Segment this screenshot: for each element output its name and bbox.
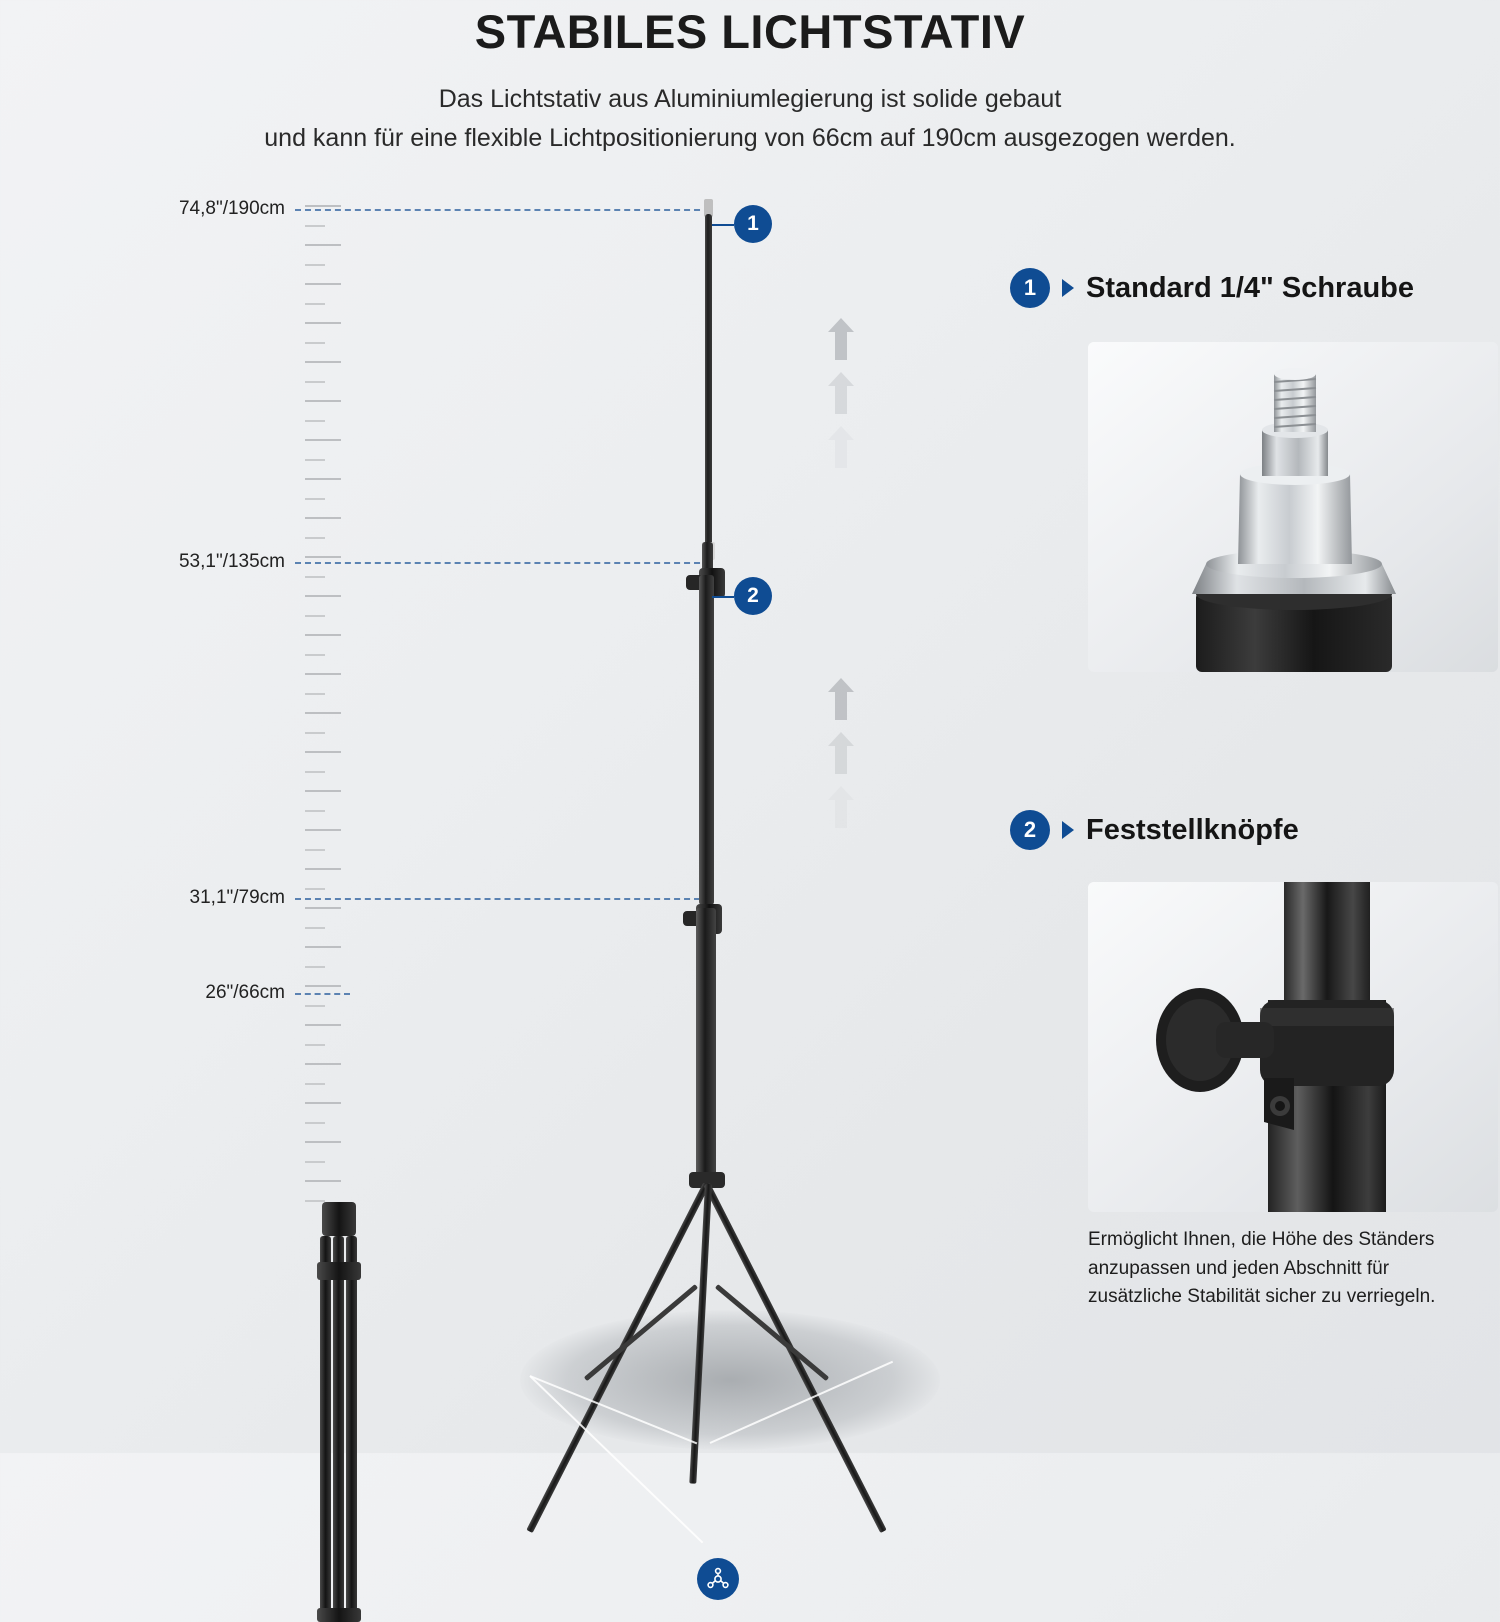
ruler-tick — [305, 712, 341, 714]
callout-leader-2 — [712, 596, 734, 598]
measure-line-66 — [295, 993, 350, 995]
ruler-tick — [305, 790, 341, 792]
ruler-tick — [305, 576, 325, 578]
folded-bar-2 — [333, 1236, 344, 1622]
feature-1-header — [1010, 268, 1414, 308]
ruler-tick — [305, 205, 341, 207]
folded-head — [322, 1202, 356, 1236]
ruler-tick — [305, 1161, 325, 1163]
page-subtitle — [0, 80, 1500, 158]
measure-line-79 — [295, 898, 710, 900]
folded-bar-1 — [320, 1236, 331, 1622]
ruler-tick — [305, 829, 341, 831]
ruler-tick — [305, 498, 325, 500]
measure-line-190 — [295, 209, 710, 211]
callout-badge-2: 2 — [734, 577, 772, 615]
measure-line-135 — [295, 562, 710, 564]
pole-section-4 — [696, 908, 716, 1178]
ruler-tick — [305, 1063, 341, 1065]
ruler-tick — [305, 615, 325, 617]
ruler-tick — [305, 1044, 325, 1046]
ruler-tick — [305, 1083, 325, 1085]
ruler-tick — [305, 927, 325, 929]
up-arrow-icon — [828, 372, 854, 414]
page-title: STABILES LICHTSTATIV — [474, 5, 1026, 58]
ruler-tick — [305, 537, 325, 539]
feature-2-photo — [1088, 882, 1498, 1212]
ruler-tick — [305, 868, 341, 870]
folded-bar-3 — [346, 1236, 357, 1622]
up-arrow-icon — [828, 678, 854, 720]
ruler-tick — [305, 322, 341, 324]
measure-label-135: 53,1"/135cm — [178, 551, 285, 572]
height-ruler — [305, 205, 351, 1215]
ruler-tick — [305, 751, 341, 753]
ruler-tick — [305, 381, 325, 383]
up-arrow-icon — [828, 786, 854, 828]
folded-collar — [317, 1262, 361, 1280]
subtitle-line-2: und kann für eine flexible Lichtpositionierung von 66cm auf 190cm ausgezogen werden. — [264, 123, 1236, 152]
subtitle-line-1: Das Lichtstativ aus Aluminiumlegierung ist solide gebaut — [438, 85, 1062, 113]
callout-badge-1: 1 — [734, 205, 772, 243]
ruler-tick — [305, 771, 325, 773]
feature-2-badge: 2 — [1010, 810, 1050, 850]
measure-label-66: 26"/66cm — [205, 982, 285, 1003]
ruler-tick — [305, 556, 341, 558]
ruler-tick — [305, 1005, 325, 1007]
ruler-tick — [305, 225, 325, 227]
feature-1-title: Standard 1/4" Schraube — [1086, 271, 1415, 304]
folded-foot — [317, 1608, 361, 1622]
feature-2-title: Feststellknöpfe — [1086, 813, 1299, 846]
measure-label-190: 74,8"/190cm — [178, 198, 285, 219]
tripod-base-icon — [697, 1558, 739, 1600]
ruler-tick — [305, 264, 325, 266]
up-arrow-icon — [828, 426, 854, 468]
ruler-tick — [305, 693, 325, 695]
ruler-tick — [305, 654, 325, 656]
ruler-tick — [305, 907, 341, 909]
ruler-tick — [305, 517, 341, 519]
ruler-tick — [305, 400, 341, 402]
ruler-tick — [305, 673, 341, 675]
ruler-tick — [305, 283, 341, 285]
features-panel — [1010, 190, 1500, 1453]
ruler-tick — [305, 966, 325, 968]
ruler-tick — [305, 439, 341, 441]
ruler-tick — [305, 244, 341, 246]
ruler-tick — [305, 888, 325, 890]
ruler-tick — [305, 1102, 341, 1104]
caret-right-icon — [1062, 821, 1074, 839]
ruler-tick — [305, 732, 325, 734]
ruler-tick — [305, 634, 341, 636]
ruler-tick — [305, 361, 341, 363]
ruler-tick — [305, 1180, 341, 1182]
ruler-tick — [305, 985, 341, 987]
feature-2-header — [1010, 810, 1299, 850]
measure-label-79: 31,1"/79cm — [189, 887, 285, 908]
ruler-tick — [305, 1024, 341, 1026]
folded-stand — [312, 1202, 372, 1622]
ruler-tick — [305, 342, 325, 344]
ruler-tick — [305, 849, 325, 851]
up-arrow-icon — [828, 318, 854, 360]
ruler-tick — [305, 946, 341, 948]
caret-right-icon — [1062, 279, 1074, 297]
pole-section-1 — [705, 214, 712, 549]
pole-section-3 — [699, 575, 714, 905]
ruler-tick — [305, 303, 325, 305]
ruler-tick — [305, 595, 341, 597]
feature-1-badge: 1 — [1010, 268, 1050, 308]
feature-2-caption: Ermöglicht Ihnen, die Höhe des Ständers anzupassen und jeden Abschnitt für zusätzliche Stabilität sicher zu verriegeln. — [1088, 1229, 1436, 1307]
callout-leader-1 — [712, 224, 734, 226]
feature-1-photo — [1088, 342, 1498, 672]
ruler-tick — [305, 1141, 341, 1143]
ruler-tick — [305, 459, 325, 461]
ruler-tick — [305, 810, 325, 812]
ruler-tick — [305, 420, 325, 422]
light-stand-diagram — [0, 190, 1020, 1453]
ruler-tick — [305, 1122, 325, 1124]
ruler-tick — [305, 478, 341, 480]
up-arrow-icon — [828, 732, 854, 774]
